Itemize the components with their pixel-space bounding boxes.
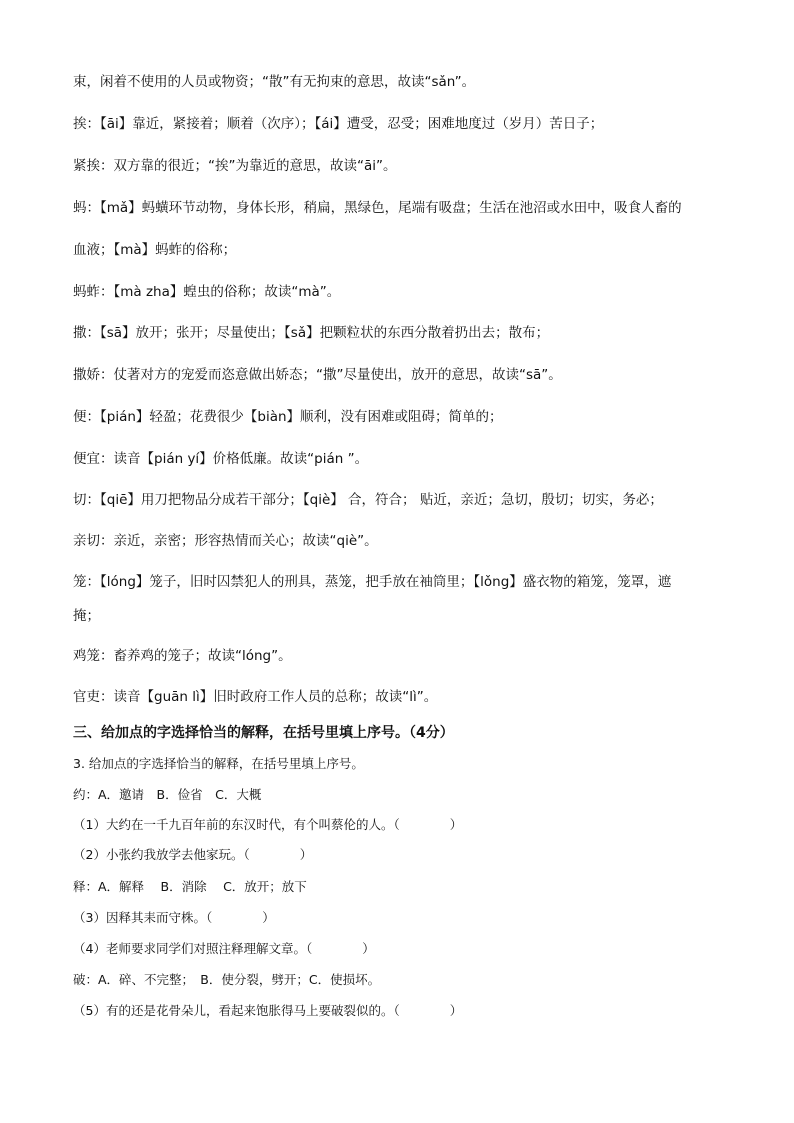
question-item: （4）老师要求同学们对照注释理解文章。（ ） <box>73 941 375 956</box>
option-line: 释：A．解释 B．消除 C．放开；放下 <box>73 879 307 894</box>
line: 便：【pián】轻盈；花费很少【biàn】顺利，没有困难或阻碍；简单的； <box>73 409 503 425</box>
line: 官吏：读音【guān lì】旧时政府工作人员的总称；故读“lì”。 <box>73 689 438 705</box>
line: 鸡笼：畜养鸡的笼子；故读“lóng”。 <box>73 648 292 664</box>
line: 蚂蚱：【mà zha】蝗虫的俗称；故读“mà”。 <box>73 284 341 300</box>
line: 紧挨：双方靠的很近；“挨”为靠近的意思，故读“āi”。 <box>73 158 397 174</box>
question-item: （3）因释其耒而守株。（ ） <box>73 910 275 925</box>
question-item: （1）大约在一千九百年前的东汉时代，有个叫蔡伦的人。（ ） <box>73 817 463 832</box>
section-heading: 三、给加点的字选择恰当的解释，在括号里填上序号。（4分） <box>73 725 454 741</box>
line: 蚂：【mǎ】蚂蟥环节动物，身体长形，稍扁，黑绿色，尾端有吸盘；生活在池沼或水田中，吸食人畜的 <box>73 200 682 216</box>
line: 便宜：读音【pián yí】价格低廉。故读“pián ”。 <box>73 451 369 467</box>
line: 掩； <box>73 608 100 624</box>
line: 笼：【lóng】笼子，旧时囚禁犯人的刑具，蒸笼，把手放在袖筒里；【lǒng】盛衣物的箱笼，笼罩，遮 <box>73 574 672 590</box>
line: 撒：【sā】放开；张开；尽量使出；【sǎ】把颗粒状的东西分散着扔出去；散布； <box>73 325 550 341</box>
question-item: （5）有的还是花骨朵儿，看起来饱胀得马上要破裂似的。（ ） <box>73 1003 463 1018</box>
line: 亲切：亲近，亲密；形容热情而关心；故读“qiè”。 <box>73 533 378 549</box>
option-line: 约：A．邀请 B．俭省 C．大概 <box>73 787 262 802</box>
option-line: 破：A．碎、不完整； B．使分裂，劈开；C．使损坏。 <box>73 972 381 987</box>
line: 束，闲着不使用的人员或物资；“散”有无拘束的意思，故读“sǎn”。 <box>73 74 476 90</box>
line: 血液；【mà】蚂蚱的俗称； <box>73 242 237 258</box>
line: 挨：【āi】靠近，紧接着；顺着（次序）；【ái】遭受，忍受；困难地度过（岁月）苦日子； <box>73 116 604 132</box>
question-text: 3. 给加点的字选择恰当的解释，在括号里填上序号。 <box>73 756 364 771</box>
line: 撒娇：仗著对方的宠爱而恣意做出娇态；“撒”尽量使出，放开的意思，故读“sā”。 <box>73 367 562 383</box>
line: 切：【qiē】用刀把物品分成若干部分；【qiè】 合，符合； 贴近，亲近；急切，殷切；切实，务必； <box>73 492 663 508</box>
question-item: （2）小张约我放学去他家玩。（ ） <box>73 847 313 862</box>
